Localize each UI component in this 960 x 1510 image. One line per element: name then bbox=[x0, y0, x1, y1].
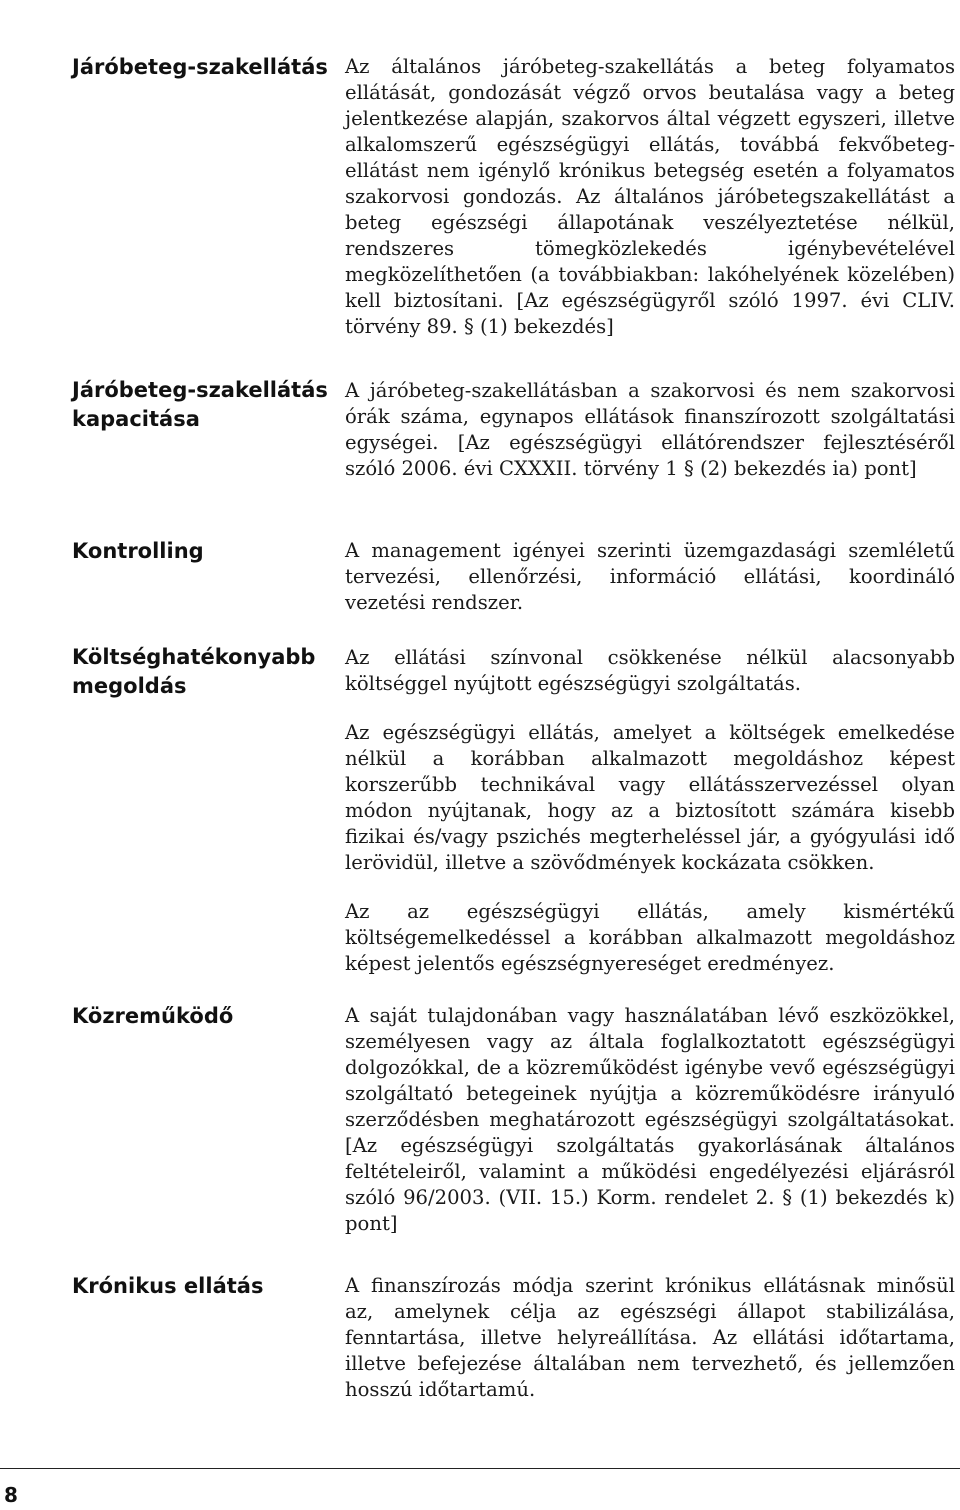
definition-koltseghatekonyabb-megoldas-2: Az egészségügyi ellátás, amelyet a költségek emelkedése nélkül a korábban alkalmazott megoldáshoz képest korszerűbb technikával vagy ellátásszervezéssel olyan módon nyújtanak, hogy az a biztosított számára kisebb fizikai és/vagy pszichés megterheléssel jár, a gyógyulási idő lerövidül, illetve a szövődmények kockázata csökken. bbox=[345, 721, 955, 874]
definition-jarobeteg-szakellatas-kapacitasa: A járóbeteg-szakellátásban a szakorvosi és nem szakorvosi órák száma, egynapos ellátások finanszírozott szolgáltatási egységei. [Az egészségügyi ellátórendszer fejlesztéséről szóló 2006. évi CXXXII. törvény 1 § (2) bekezdés ia) pont] bbox=[345, 379, 955, 480]
term-kontrolling: Kontrolling bbox=[72, 539, 204, 563]
definition-koltseghatekonyabb-megoldas-1: Az ellátási színvonal csökkenése nélkül alacsonyabb költséggel nyújtott egészségügyi szolgáltatás. bbox=[345, 646, 955, 695]
term-jarobeteg-szakellatas-kapacitasa: Járóbeteg-szakellátás kapacitása bbox=[72, 378, 328, 431]
term-kronikus-ellatas: Krónikus ellátás bbox=[72, 1274, 264, 1298]
definition-koltseghatekonyabb-megoldas-3: Az az egészségügyi ellátás, amely kismértékű költségemelkedéssel a korábban alkalmazott megoldáshoz képest jelentős egészségnyereséget eredményez. bbox=[345, 900, 955, 975]
term-koltseghatekonyabb-megoldas: Költséghatékonyabb megoldás bbox=[72, 645, 316, 698]
definition-jarobeteg-szakellatas: Az általános járóbeteg-szakellátás a beteg folyamatos ellátását, gondozását végző orvos beutalása vagy a beteg jelentkezése alapján, szakorvos által végzett egyszeri, illetve alkalomszerű egészségügyi ellátás, továbbá fekvőbeteg-ellátást nem igénylő krónikus betegség esetén a folyamatos szakorvosi gondozás. Az általános járóbetegszakellátást a beteg egészségi állapotának veszélyeztetése nélkül, rendszeres tömegközlekedés igénybevételével megközelíthetően (a továbbiakban: lakóhelyének közelében) kell biztosítani. [Az egészségügyről szóló 1997. évi CLIV. törvény 89. § (1) bekezdés] bbox=[345, 55, 955, 338]
definition-kronikus-ellatas: A finanszírozás módja szerint krónikus ellátásnak minősül az, amelynek célja az egészségi állapot stabilizálása, fenntartása, illetve helyreállítása. Az ellátási időtartama, illetve befejezése általában nem tervezhető, és jellemzően hosszú időtartamú. bbox=[345, 1274, 955, 1401]
term-jarobeteg-szakellatas: Járóbeteg-szakellátás bbox=[72, 55, 328, 79]
page-number: 8 bbox=[4, 1483, 18, 1507]
term-kozremukodo: Közreműködő bbox=[72, 1004, 234, 1028]
definition-kozremukodo: A saját tulajdonában vagy használatában lévő eszközökkel, személyesen vagy az általa foglalkoztatott egészségügyi dolgozókkal, de a közreműködést igénybe vevő egészségügyi szolgáltató betegeinek nyújtja a közreműködésre irányuló szerződésben meghatározott egészségügyi szolgáltatásokat. [Az egészségügyi szolgáltatás gyakorlásának általános feltételeiről, valamint a működési engedélyezési eljárásról szóló 96/2003. (VII. 15.) Korm. rendelet 2. § (1) bekezdés k) pont] bbox=[345, 1004, 955, 1235]
definition-kontrolling: A management igényei szerinti üzemgazdasági szemléletű tervezési, ellenőrzési, információ ellátási, koordináló vezetési rendszer. bbox=[345, 539, 955, 614]
footer-rule bbox=[0, 1468, 960, 1469]
